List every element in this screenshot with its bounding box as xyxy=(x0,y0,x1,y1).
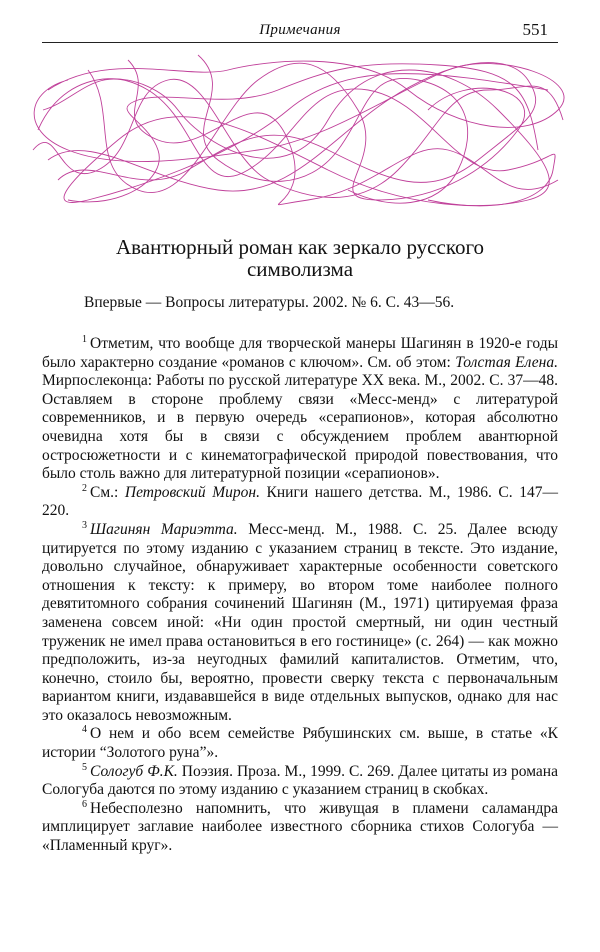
footnote-6 xyxy=(42,800,558,856)
footnote-text: Небесполезно напомнить, что живущая в пламени саламандра имплицирует заглавие наиболее известного сборника стихов Сологуба — «Пламенный круг». xyxy=(42,799,558,855)
title-line-2: символизма xyxy=(246,257,354,281)
footnote-4 xyxy=(42,725,558,762)
footnote-author: Сологуб Ф.К. xyxy=(90,762,178,780)
footnote-text: О нем и обо всем семействе Рябушинских см. выше, в статье «К истории “Золотого руна”». xyxy=(42,725,558,762)
footnote-3 xyxy=(42,521,558,726)
page-header xyxy=(42,20,558,43)
footnote-text: Книги нашего детства. М., 1986. С. 147—220. xyxy=(42,483,558,520)
footnote-number: 2 xyxy=(82,482,87,494)
footnote-text: Мирпослеконца: Работы по русской литературе XX века. М., 2002. С. 37—48. Оставляем в стороне проблему связи «Месс-менд» с литературой современников, и в первую очередь «серапионов», которая абсолютно очевидна хотя бы в связи с обсуждением проблем авантюрной остросюжетности и с кинематографической природой повествования, что было столь важно для литературной позиции «серапионов». xyxy=(42,372,558,483)
footnote-author: Петровский Мирон. xyxy=(124,483,260,501)
footnote-number: 3 xyxy=(82,519,87,531)
title-line-1: Авантюрный роман как зеркало русского xyxy=(115,235,485,259)
footnote-1 xyxy=(42,335,558,484)
footnote-number: 4 xyxy=(82,724,87,736)
article-title xyxy=(42,236,558,280)
footnote-author: Шагинян Мариэтта. xyxy=(90,520,238,538)
handwritten-scribble xyxy=(28,50,568,220)
footnote-text: Поэзия. Проза. М., 1999. С. 269. Далее цитаты из романа Сологуба даются по этому изданию с указанием страниц в скобках. xyxy=(42,762,558,799)
footnote-text: См.: xyxy=(90,483,125,501)
footnote-5 xyxy=(42,763,558,800)
footnote-author: Толстая Елена. xyxy=(455,353,558,371)
footnote-text: Месс-менд. М., 1988. С. 25. Далее всюду цитируется по этому изданию с указанием страниц в тексте. Это издание, довольно случайное, обнаруживает характерные особенности советского отношения к тексту: к примеру, во втором томе наиболее полного девятитомного собрания сочинений Шагинян (М., 1971) цитируемая фраза заменена совсем иной: «Ни один простой смертный, ни один честный труженик не имел права остановиться в его гостинице» (с. 264) — как можно предположить, из-за неугодных фамилий капиталистов. Отметим, что, конечно, стоило бы, вероятно, провести сверку текста с первоначальным вариантом книги, издававшейся в виде отдельных выпусков, однако для нас это оказалось невозможным. xyxy=(42,520,558,724)
footnotes xyxy=(42,335,558,856)
footnote-number: 6 xyxy=(82,798,87,810)
footnote-number: 5 xyxy=(82,761,87,773)
page-number: 551 xyxy=(522,20,548,39)
footnote-text: Отметим, что вообще для творческой манеры Шагинян в 1920-е годы было характерно создание «романов с ключом». См. об этом: xyxy=(42,335,558,371)
footnote-number: 1 xyxy=(82,333,87,345)
publication-source: Впервые — Вопросы литературы. 2002. № 6. С. 43—56. xyxy=(84,294,455,311)
footnote-2 xyxy=(42,484,558,521)
running-head: Примечания xyxy=(259,22,341,38)
